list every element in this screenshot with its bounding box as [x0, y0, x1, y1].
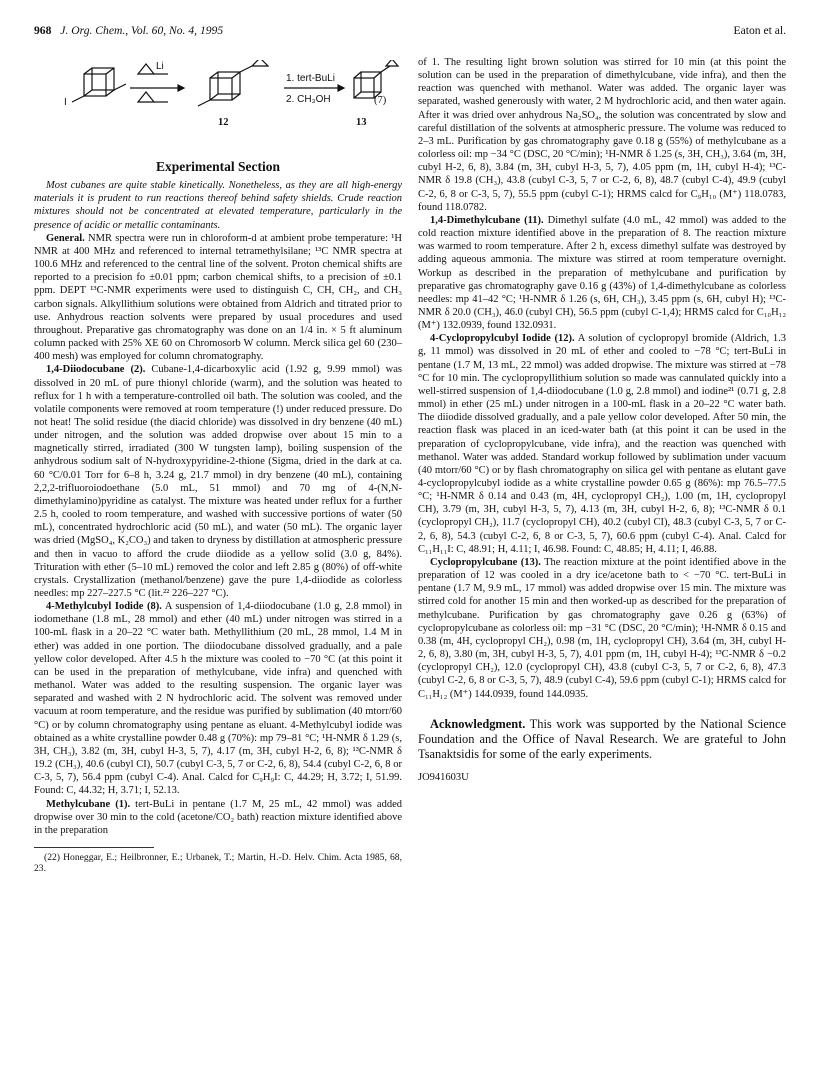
paragraph-heading: Cyclopropylcubane (13).	[430, 556, 541, 568]
paragraph-heading: 4-Cyclopropylcubyl Iodide (12).	[430, 333, 575, 345]
section-title: Experimental Section	[155, 159, 281, 174]
compound-label-12: 12	[218, 117, 229, 128]
paragraph-cyclopropylcubane	[418, 556, 786, 701]
paragraph-methylcubane	[34, 798, 402, 837]
paragraph-body: Cubane-1,4-dicarboxylic acid (1.92 g, 9.99 mmol) was dissolved in 20 mL of pure thionyl chloride (warm), and the solution was heated to reflux for 1 h with a temperature-controlled oil bath. The solution was cooled, and the volatile components were removed at room temperature (!) under reduced pressure. Do not heat! The solid residue (the diacid chloride) was dissolved in dry benzene (40 mL) under nitrogen, and the solution was added dropwise over about 15 min to a magnetically stirred, irradiated (300 W tungsten lamp), boiling suspension of the anhydrous sodium salt of N-hydroxypyridine-2-thione (Sigma, dried in the dark at ca. 60 °C/0.01 Torr for 6–8 h, 3.24 g, 21.7 mmol) in dry benzene (40 mL), containing 2,2,2-trifluoroiodoethane (5.0 mL, 51 mmol) and 70 mg of 4-(N,N-dimethylamino)pyridine as catalyst. The mixture was heated under reflux for a further 2.5 h, cooled to room temperature, and washed with successive portions of water (50 mL), concentrated hydrochloric acid (50 mL), and water (50 mL). The organic layer was dried (MgSO₄, K₂CO₃) and taken to dryness by distillation at atmospheric pressure and then in vacuo to afford the crude diiodide as a yellow solid (3.0 g, 84%). Trituration with ether (5–10 mL) removed the color and left 2.85 g (80%) of off-white crystals. Crystallization (methanol/benzene) gave the pure 1,4-diiodide as colorless needles: mp 227–227.5 °C (lit.²² 226–227 °C).	[34, 364, 402, 599]
paragraph-heading: 1,4-Dimethylcubane (11).	[430, 214, 544, 226]
acknowledgment-body: This work was supported by the National Science Foundation and the Office of Naval Research. We are grateful to John Tsanaktsidis for some of the early experiments.	[418, 716, 786, 761]
paragraph-body: A solution of cyclopropyl bromide (Aldrich, 1.3 g, 11 mmol) was dissolved in 20 mL of ether and cooled to −78 °C; tert-BuLi in pentane (1.7 M, 13 mL, 22 mmol) was added dropwise. The mixture was stirred at −78 °C for 10 min. The cyclopropyllithium solution so made was cannulated quickly into a well-stirred suspension of 1,4-diiodocubane (1.0 g, 2.8 mmol) and iodine²¹ (0.71 g, 2.8 mmol) in ether (25 mL) under nitrogen in a 100-mL flask in a 20–22 °C water bath. The diiodide dissolved gradually, and a pale yellow color developed. After 50 min, the reaction flask was placed in an iced-water bath (at this point it can be used in the preparation of cyclopropylcubane, vide infra), and the reaction was quenched with methanol. Water was added. Standard workup followed by sublimation under vacuum (40 mtorr/60 °C) or by flash chromatography on silica gel with pentane as elutant gave 4-cyclopropylcubyl iodide as a white crystalline powder 0.65 g (86%): mp 76.5–77.5 °C; ¹H-NMR δ 0.14 and 0.43 (m, 4H, cyclopropyl CH₂), 1.00 (m, 1H, cyclopropyl CH), 3.79 (m, 3H, cubyl H-3, 5, 7), 4.13 (m, 3H, cubyl H-2, 6, 8); ¹³C-NMR δ 0.1 (cyclopropyl CH₂), 11.7 (cyclopropyl CH), 40.2 (cubyl CI), 48.3 (cubyl C-3, 5, 7 or C-2, 6, 8), 54.3 (cubyl C-2, 6, 8 or C-3, 5, 7), 60.6 ppm (cubyl C-4). Anal. Calcd for C₁₁H₁₁I: C, 48.91; H, 4.11; I, 46.98. Found: C, 48.85; H, 4.11; I, 46.88.	[418, 333, 786, 555]
paragraph-methylcubane-continued	[418, 56, 786, 214]
paragraph-body: tert-BuLi in pentane (1.7 M, 25 mL, 42 mmol) was added dropwise over 30 min to the cold (acetone/CO₂ bath) reaction mixture identified above in the preparation	[34, 798, 402, 836]
reaction-step-1: 1. tert-BuLi	[286, 73, 335, 84]
paragraph-body: Dimethyl sulfate (4.0 mL, 42 mmol) was added to the cold reaction mixture identified above in the preparation of 8. The reaction mixture was warmed to room temperature. After 2 h, excess dimethyl sulfate was destroyed by adding aqueous ammonia. The mixture was stirred at room temperature overnight. Workup as described in the preparation of methylcubane and purification by preparative gas chromatography gave 0.16 g (43%) of 1,4-dimethylcubane as colorless needles: mp 41–42 °C; ¹H-NMR δ 1.26 (s, 6H, CH₃), 3.45 ppm (s, 6H, cubyl H); ¹³C-NMR δ 20.0 (CH₃), 46.0 (cubyl CH), 56.5 ppm (cubyl C-1,4); HRMS calcd for C₁₀H₁₂ (M⁺) 132.0939, found 132.0931.	[418, 214, 786, 332]
paragraph-body: of 1. The resulting light brown solution was stirred for 10 min (at this point the solution can be used in the preparation of dimethylcubane, vide infra), and then the reaction was quenched with methanol. Water was added. The organic layer was separated, washed generously with water, 2 M hydrochloric acid, and then water again. After it was dried over anhydrous Na₂SO₄, the solution was concentrated by slow and careful distillation of the solvents at atmospheric pressure. The volume was reduced to 2–3 mL. Purification by gas chromatography gave 0.18 g (55%) of methylcubane as a colorless oil: mp −34 °C (DSC, 20 °C/min); ¹H-NMR δ 1.25 (s, 3H, CH₃), 3.64 (m, 3H, cubyl H-2, 6, 8), 3.84 (m, 3H, cubyl H-3, 5, 7), 4.05 ppm (m, 1H, cubyl H-4); ¹³C-NMR δ 19.8 (CH₃), 43.8 (cubyl C-3, 5, 7 or C-2, 6, 8), 48.7 (cubyl C-4), 49.9 (cubyl C-2, 6, 8 or C-3, 5, 7), 55.5 ppm (cubyl C-1); HRMS calcd for C₉H₁₀ (M⁺) 118.0783, found 118.0782.	[418, 57, 786, 213]
paragraph-cyclopropylcubyl-iodide	[418, 332, 786, 556]
document-code: JO941603U	[418, 771, 469, 783]
footnote-22: (22) Honeggar, E.; Heilbronner, E.; Urbanek, T.; Martin, H.-D. Helv. Chim. Acta 1985, 68, 23.	[34, 851, 402, 875]
footnote-divider	[34, 847, 154, 848]
paragraph-heading: General.	[46, 232, 85, 244]
cube-structure-left	[72, 68, 126, 102]
paragraph-body: NMR spectra were run in chloroform-d at ambient probe temperature: ¹H NMR at 400 MHz and referenced to internal tetramethylsilane; ¹³C NMR spectra at 100.6 MHz and referenced to the central line of the solvent. Proton chemical shifts are reported to a precision fo ±0.01 ppm; carbon chemical shifts, to a precision of ±0.1 ppm. DEPT ¹³C-NMR experiments were used to distinguish C, CH, CH₂, and CH₃ carbon signals. Alkyllithium solutions were obtained from Aldrich and titrated prior to use. Anhydrous reaction solvents were prepared by usual procedures and used throughout. Preparative gas chromatography was done on an 1/4 in. × 5 ft aluminum column packed with 25% XE 60 on Chromosorb W column. Merck silica gel 60 (230–400 mesh) was employed for column chromatography.	[34, 232, 402, 363]
acknowledgment-heading: Acknowledgment.	[430, 716, 526, 731]
paragraph-general	[34, 232, 402, 364]
cube-structure-13	[354, 60, 398, 98]
running-authors: Eaton et al.	[733, 24, 786, 37]
scheme-drawing	[34, 60, 402, 156]
paragraph-body: The reaction mixture at the point identified above in the preparation of 12 was cooled in a dry ice/acetone bath to < −70 °C. tert-BuLi in pentane (1.7 M, 9.9 mL, 17 mmol) was added dropwise over 15 min. The mixture was stirred cold for another 15 min and then worked-up as described for the preparation of methylcubane. Purification by gas chromatography gave 0.26 g (63%) of cyclopropylcubane as colorless oil: mp −31 °C (DSC, 20 °C/min); ¹H-NMR δ 0.15 and 0.38 (m, 4H, cyclopropyl CH₂), 0.98 (m, 1H, cyclopropyl CH), 3.64 (m, 3H, cubyl H-2, 6, 8), 3.80 (m, 3H, cubyl H-3, 5, 7), 4.01 ppm (m, 1H, cubyl H-4); ¹³C-NMR δ −0.2 (cyclopropyl CH₂), 12.0 (cyclopropyl CH), 43.8 (cubyl C-3, 5, 7 or C-2, 6, 8), 47.3 (cubyl C-2, 6, 8 or C-3, 5, 7), 48.9 (cubyl C-4), 59.6 ppm (cubyl C-1); HRMS calcd for C₁₁H₁₂ (M⁺) 144.0939, found 144.0935.	[418, 556, 786, 700]
left-column	[34, 60, 402, 875]
paragraph-heading: 1,4-Diiodocubane (2).	[46, 364, 146, 376]
reagent-iodo: I	[64, 97, 67, 108]
paragraph-diiodocubane	[34, 363, 402, 600]
safety-note: Most cubanes are quite stable kinetically. Nonetheless, as they are all high-energy materials it is prudent to run reactions thereof behind safety shields. Crude reaction mixtures should not be concentrated at elevated temperature, particularly in the presence of acidic or metallic contaminants.	[34, 180, 402, 231]
paragraph-heading: 4-Methylcubyl Iodide (8).	[46, 601, 162, 613]
equation-number: (7)	[374, 95, 387, 106]
acknowledgment	[418, 717, 786, 762]
right-column	[418, 56, 786, 784]
reaction-scheme-7	[34, 60, 402, 156]
reaction-step-2: 2. CH₃OH	[286, 94, 331, 105]
cube-structure-12	[198, 60, 268, 106]
paragraph-dimethylcubane	[418, 214, 786, 332]
page-number: 968	[34, 24, 52, 37]
compound-label-13: 13	[356, 117, 367, 128]
paragraph-heading: Methylcubane (1).	[46, 798, 131, 810]
paragraph-methylcubyl-iodide	[34, 600, 402, 797]
page-header	[34, 24, 786, 42]
paragraph-body: A suspension of 1,4-diiodocubane (1.0 g, 2.8 mmol) in iodomethane (1.8 mL, 28 mmol) and ether (40 mL) under nitrogen was stirred in a 100-mL flask in a 20–22 °C water bath. Methyllithium (20 mL, 28 mmol, 1.4 M in ether) was added in one portion. The diiodocubane dissolved gradually, and a pale yellow color developed. After 4.5 h the mixture was cooled to −70 °C (at this point it can be used in the preparation of methylcubane, vide infra) and quenched with methanol. Water was added to the resulting suspension. The organic layer was separated and washed with 2 N hydrochloric acid. The solvent was removed under vacuum at room temperature, and the residue was purified by sublimation (40 mtorr/60 °C) or by column chromatography using pentane as eluant. 4-Methylcubyl iodide was obtained as a white crystalline powder 0.48 g (70%): mp 79–81 °C; ¹H-NMR δ 1.29 (s, 3H, CH₃), 3.82 (m, 3H, cubyl H-3, 5, 7), 4.17 (m, 3H, cubyl H-2, 6, 8); ¹³C-NMR δ 19.2 (CH₃), 40.6 (cubyl CI), 50.7 (cubyl C-3, 5, 7 or C-2, 6, 8), 54.4 (cubyl C-2, 6, 8 or C-3, 5, 7), 56.4 ppm (cubyl C-4). Anal. Calcd for C₉H₉I: C, 44.29; H, 3.72; I, 51.99. Found: C, 44.32; H, 3.71; I, 52.13.	[34, 601, 402, 797]
journal-citation: J. Org. Chem., Vol. 60, No. 4, 1995	[60, 24, 224, 37]
reagent-li: Li	[156, 61, 164, 72]
